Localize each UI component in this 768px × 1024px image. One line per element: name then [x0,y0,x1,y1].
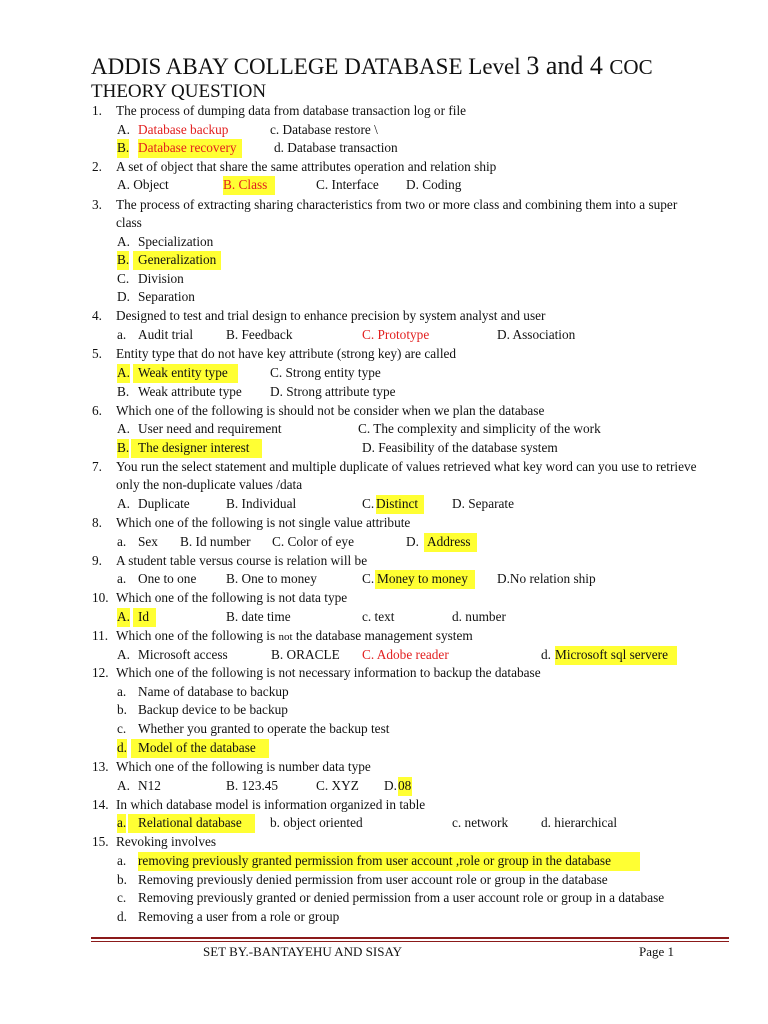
option-letter: C. [362,571,375,586]
option-d: D. Coding [406,177,462,192]
option-letter: d. [117,739,127,758]
option-text: Backup device to be backup [138,702,288,717]
option-c: C. Strong entity type [270,365,381,380]
option-a: Sex [138,534,158,549]
option-letter: a. [117,327,127,342]
option-letter: d. [117,909,127,924]
question-text: Which one of the following is not data type [116,590,348,605]
option-letter: D. [384,778,397,793]
question-number: 15. [92,834,109,849]
option-d: D. Feasibility of the database system [362,440,558,455]
option-a-answer: removing previously granted permission from user account ,role or group in the database [138,852,640,871]
option-c-answer: Distinct [376,495,424,514]
title-part1: ADDIS ABAY COLLEGE DATABASE [91,54,469,79]
option-d: d. Database transaction [274,140,398,155]
option-text: Specialization [138,234,214,249]
option-letter: C. [362,496,375,511]
option-letter: B. [117,439,129,458]
question-text: Which one of the following is not single value attribute [116,515,411,530]
option-letter: A. [117,647,130,662]
title-part3: 3 and 4 [526,51,610,80]
option-letter: A. [117,421,130,436]
option-text: Removing a user from a role or group [138,909,340,924]
footer-rule-thin [91,941,729,942]
option-letter: A. [117,496,130,511]
option-b: Weak attribute type [138,384,242,399]
page-number: Page 1 [639,944,675,959]
question-number: 8. [92,515,102,530]
question-text: Designed to test and trial design to enhance precision by system analyst and user [116,308,546,323]
option-letter: a. [117,571,127,586]
question-number: 9. [92,553,102,568]
option-letter: A. [117,122,130,137]
option-letter: d. [541,647,551,662]
option-d: D. Strong attribute type [270,384,396,399]
question-text: You run the select statement and multiple duplicate of values retrieved what key word can you use to retrieve [116,459,697,474]
option-b: b. object oriented [270,815,363,830]
option-a: Database backup [138,122,229,137]
option-b-answer: Database recovery [138,139,242,158]
footer-rule [91,937,729,939]
question-number: 3. [92,197,102,212]
option-a: Duplicate [138,496,190,511]
option-a-answer: Relational database [128,814,255,833]
option-letter: D. [406,534,419,549]
document-subtitle: THEORY QUESTION [91,81,267,102]
title-part2: Level [468,54,527,79]
option-c: c. network [452,815,509,830]
option-c: C. XYZ [316,778,359,793]
question-text-part: the database management system [292,628,473,643]
option-text: Division [138,271,184,286]
option-c-answer: C. Prototype [362,327,430,342]
option-letter: a. [117,814,126,833]
question-text [116,627,473,647]
option-b: B. One to money [226,571,317,586]
option-letter: c. [117,721,127,736]
option-d: d. number [452,609,506,624]
question-text: Revoking involves [116,834,217,849]
question-text: Which one of the following is number data type [116,759,371,774]
option-b: B. ORACLE [271,647,340,662]
question-number: 6. [92,403,102,418]
option-letter: a. [117,853,127,868]
question-number: 5. [92,346,102,361]
option-b: B. Individual [226,496,297,511]
option-letter: a. [117,684,127,699]
option-letter: B. [117,139,129,158]
option-letter: D. [117,289,130,304]
option-a-answer: Id [133,608,156,627]
question-text: The process of extracting sharing characteristics from two or more class and combining them into a super [116,197,678,212]
option-b: B. Id number [180,534,251,549]
option-c: c. text [362,609,395,624]
option-a: Microsoft access [138,647,228,662]
footer-author: SET BY.-BANTAYEHU AND SISAY [203,944,403,959]
question-text-part: Which one of the following is [116,628,279,643]
option-d-answer: Microsoft sql servere [555,646,677,665]
option-letter: a. [117,534,127,549]
option-text: Whether you granted to operate the backup test [138,721,390,736]
question-text: A student table versus course is relation will be [116,553,368,568]
option-text: Removing previously denied permission from user account role or group in the database [138,872,608,887]
question-number: 11. [92,628,109,643]
option-letter: b. [117,702,127,717]
option-letter: C. [117,271,130,286]
option-d: D. Association [497,327,576,342]
option-b-answer: Generalization [133,251,221,270]
question-text: The process of dumping data from database transaction log or file [116,103,467,118]
option-c: C. Interface [316,177,379,192]
question-text-cont: class [116,215,142,230]
option-b-answer: The designer interest [131,439,262,458]
option-letter: A. [117,608,130,627]
option-c: c. Database restore \ [270,122,378,137]
document-title [91,52,653,81]
option-a: One to one [138,571,197,586]
option-letter: A. [117,234,130,249]
question-text-not: not [278,631,293,643]
option-letter: b. [117,872,127,887]
option-c: C. Color of eye [272,534,354,549]
question-number: 12. [92,665,109,680]
option-text: Removing previously granted or denied permission from a user account role or group in a database [138,890,665,905]
question-number: 7. [92,459,102,474]
option-letter: A. [117,778,130,793]
option-b: B. date time [226,609,291,624]
question-text: A set of object that share the same attributes operation and relation ship [116,159,497,174]
option-c: C. Adobe reader [362,647,449,662]
question-number: 2. [92,159,102,174]
question-text-cont: only the non-duplicate values /data [116,477,303,492]
option-letter: c. [117,890,127,905]
option-d: d. hierarchical [541,815,618,830]
question-number: 10. [92,590,109,605]
option-a: Audit trial [138,327,194,342]
option-text: Separation [138,289,195,304]
option-d-answer: Address [424,533,477,552]
option-b: B. 123.45 [226,778,279,793]
option-d: D.No relation ship [497,571,596,586]
question-text: Which one of the following is should not be consider when we plan the database [116,403,545,418]
option-d-answer: 08 [398,777,412,796]
option-letter: A. [117,364,130,383]
question-number: 14. [92,797,109,812]
option-text: Name of database to backup [138,684,289,699]
question-number: 1. [92,103,102,118]
option-c: C. The complexity and simplicity of the work [358,421,601,436]
title-part4: COC [609,55,653,79]
option-b: B. Feedback [226,327,293,342]
question-text: Entity type that do not have key attribute (strong key) are called [116,346,457,361]
option-a: A. Object [117,177,169,192]
question-text: In which database model is information organized in table [116,797,426,812]
option-letter: B. [117,251,129,270]
option-a: User need and requirement [138,421,282,436]
option-c-answer: Money to money [375,570,475,589]
option-letter: B. [117,384,130,399]
option-a-answer: Weak entity type [133,364,238,383]
option-b-answer: B. Class [223,176,275,195]
option-a: N12 [138,778,161,793]
question-number: 4. [92,308,102,323]
option-d-answer: Model of the database [131,739,269,758]
option-d: D. Separate [452,496,515,511]
question-number: 13. [92,759,109,774]
question-text: Which one of the following is not necessary information to backup the database [116,665,541,680]
